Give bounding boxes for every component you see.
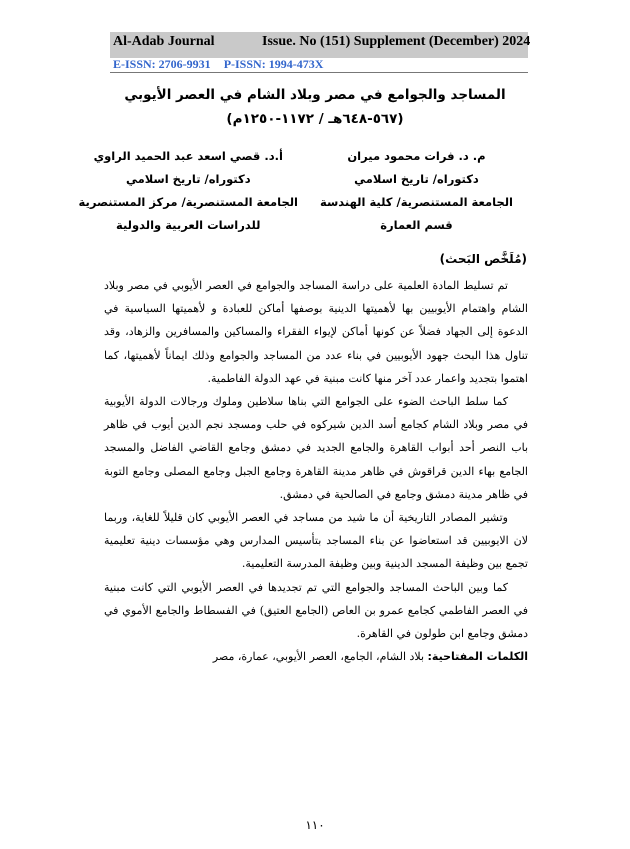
author-2-name: أ.د. قصي اسعد عبد الحميد الراوي	[93, 149, 283, 163]
p-issn: P-ISSN: 1994-473X	[223, 57, 324, 71]
keywords-line	[104, 645, 528, 668]
keywords-label: الكلمات المفتاحية:	[427, 650, 528, 664]
keywords-list: بلاد الشام، الجامع، العصر الأيوبي، عمارة، مصر	[212, 650, 425, 664]
author-2-center: للدراسات العربية والدولية	[116, 218, 261, 232]
abstract-heading: (مُلَخَّص البَحث)	[439, 252, 527, 266]
author-2-affiliation: الجامعة المستنصرية/ مركز المستنصرية	[78, 195, 298, 209]
e-issn: E-ISSN: 2706-9931	[113, 57, 211, 71]
author-2-block	[79, 145, 298, 237]
abstract-paragraph: تم تسليط المادة العلمية على دراسة المساجد والجوامع في العصر الأيوبي في مصر وبلاد الشام واهتمام الأيوبيين بها لأهميتها الدينية بوصفها أماكن للعبادة و لأهميتها السياسية في الدعوة إلى الجهاد فضلاً عن كونها أماكن لإيواء الفقراء والمساكين والمسافرين والزهاد، وقد تناول هذا البحث جهود الأيوبيين في بناء عدد من المساجد والجوامع وذلك ايماناً لأهميتها، كما اهتموا بتجديد واعمار عدد آخر منها كانت مبنية في عهد الدولة الفاطمية.	[104, 279, 528, 385]
abstract-paragraph: كما وبين الباحث المساجد والجوامع التي تم تجديدها في العصر الأيوبي التي كانت مبنية في العصر الفاطمي كجامع عمرو بن العاص (الجامع العتيق) في الفسطاط والجامع الأموي في دمشق وجامع ابن طولون في القاهرة.	[104, 580, 528, 641]
paper-title-dates: (٥٦٧-٦٤٨هـ / ١١٧٢-١٢٥٠م)	[226, 111, 404, 127]
author-1-degree: دكتوراه/ تاريخ اسلامي	[354, 172, 479, 186]
page-number: ١١٠	[305, 818, 325, 832]
author-1-name: م. د. فرات محمود ميران	[347, 149, 486, 163]
author-1-affiliation: الجامعة المستنصرية/ كلية الهندسة	[319, 195, 513, 209]
header-divider	[110, 72, 528, 73]
author-1-department: قسم العمارة	[380, 218, 453, 232]
author-2-degree: دكتوراه/ تاريخ اسلامي	[125, 172, 251, 186]
issn-row	[113, 57, 333, 72]
paper-title: المساجد والجوامع في مصر وبلاد الشام في العصر الأيوبي	[124, 87, 506, 103]
abstract-body	[104, 274, 528, 668]
abstract-paragraph: وتشير المصادر التاريخية أن ما شيد من مساجد في العصر الأيوبي كان قليلاً للغاية، وربما لان الايوبيين قد استعاضوا عن بناء المساجد بتأسيس المدارس وهي مؤسسات دينية تعليمية تجمع بين وظيفة المسجد الدينية وبين وظيفة المدرسة التعليمية.	[104, 511, 528, 571]
issue-info: Issue. No (151) Supplement (December) 2024	[262, 34, 531, 49]
author-1-block	[320, 145, 513, 237]
abstract-paragraph: كما سلط الباحث الضوء على الجوامع التي بناها سلاطين وملوك ورجالات الدولة الأيوبية في مصر وبلاد الشام كجامع أسد الدين شيركوه في حلب ومسجد نجم الدين أيوب في ظاهر باب النصر أحد أبواب القاهرة والجامع الجديد في دمشق وجامع القاضي الفاضل والمسجد الجامع بهاء الدين قراقوش في ظاهر مدينة القاهرة وجامع الجبل وجامع المصلى وجامع التوبة في ظاهر مدينة دمشق وجامع في الصالحية في دمشق.	[104, 395, 528, 501]
journal-name: Al-Adab Journal	[113, 34, 215, 49]
